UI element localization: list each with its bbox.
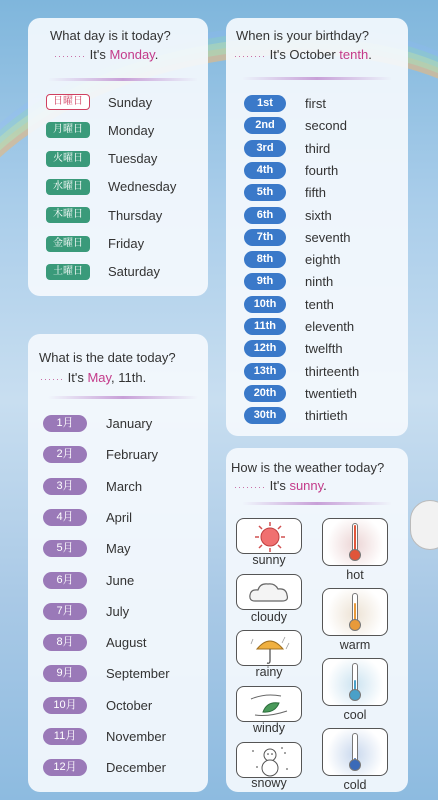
item-word: twentieth — [305, 385, 358, 401]
item-word: second — [305, 118, 347, 134]
dots-marker: ········ — [234, 51, 266, 61]
list-item — [244, 162, 338, 179]
item-word: fourth — [305, 162, 339, 178]
divider — [242, 502, 392, 505]
dots-marker: ········ — [234, 482, 266, 492]
sunny-label: sunny — [252, 553, 286, 567]
list-item — [43, 540, 131, 557]
item-word: November — [106, 729, 166, 744]
list-item — [244, 318, 354, 335]
item-tag: 5月 — [43, 540, 87, 557]
item-tag: 12th — [244, 340, 286, 357]
item-word: fifth — [305, 185, 326, 201]
list-item — [43, 603, 129, 620]
item-word: September — [106, 666, 170, 682]
item-tag: 9月 — [43, 665, 87, 682]
item-tag: 金曜日 — [46, 236, 90, 252]
thermometer-icon — [352, 593, 358, 625]
item-tag: 13th — [244, 363, 286, 380]
temperature-label: cool — [343, 708, 367, 722]
item-word: eleventh — [305, 319, 355, 334]
item-tag: 1月 — [43, 415, 87, 432]
item-word: Monday — [108, 122, 155, 138]
divider — [242, 77, 392, 80]
item-word: sixth — [305, 207, 332, 223]
windy-label: windy — [253, 721, 285, 735]
temperature-label: cold — [343, 778, 367, 792]
temperature-box — [322, 588, 388, 636]
item-tag: 11月 — [43, 728, 87, 745]
months-question: What is the date today? — [39, 350, 176, 365]
snowy-box — [236, 742, 302, 778]
item-word: tenth — [305, 296, 334, 312]
list-item — [46, 236, 144, 252]
item-word: thirtieth — [305, 408, 348, 424]
cloudy-label: cloudy — [250, 610, 288, 624]
list-item — [46, 179, 176, 195]
list-item — [244, 340, 343, 357]
rainy-box — [236, 630, 302, 666]
item-word: Wednesday — [108, 179, 177, 195]
list-item — [43, 446, 158, 463]
item-tag: 30th — [244, 407, 286, 424]
item-tag: 3rd — [244, 140, 286, 157]
item-tag: 7月 — [43, 603, 87, 620]
cloudy-box — [236, 574, 302, 610]
item-word: December — [106, 760, 166, 776]
list-item — [244, 407, 348, 424]
list-item — [43, 634, 146, 651]
item-word: ninth — [305, 274, 334, 290]
item-word: April — [106, 509, 133, 525]
item-tag: 1st — [244, 95, 286, 112]
list-item — [244, 229, 351, 246]
item-tag: 10月 — [43, 697, 87, 714]
list-item — [244, 117, 347, 134]
umbrella-icon — [237, 631, 303, 667]
cloud-icon — [237, 575, 303, 611]
thermometer-icon — [352, 663, 358, 695]
thermometer-icon — [352, 733, 358, 765]
item-tag: 12月 — [43, 759, 87, 776]
item-tag: 月曜日 — [46, 122, 90, 138]
list-item — [46, 122, 154, 138]
sun-icon — [237, 519, 303, 555]
rainy-label: rainy — [255, 665, 283, 679]
item-word: July — [106, 603, 130, 619]
item-tag: 水曜日 — [46, 179, 90, 195]
weather-question: How is the weather today? — [231, 460, 385, 475]
list-item — [43, 697, 152, 714]
windy-box — [236, 686, 302, 722]
temperature-label: hot — [346, 568, 364, 582]
item-word: Sunday — [108, 94, 153, 110]
temperature-box — [322, 658, 388, 706]
item-tag: 8th — [244, 251, 286, 268]
item-word: Tuesday — [108, 151, 158, 167]
list-item — [46, 94, 152, 110]
temperature-box — [322, 518, 388, 566]
list-item — [43, 759, 166, 776]
item-tag: 9th — [244, 273, 286, 290]
list-item — [43, 572, 134, 589]
item-tag: 木曜日 — [46, 207, 90, 223]
item-tag: 2月 — [43, 446, 87, 463]
item-word: eighth — [305, 252, 341, 268]
item-word: August — [106, 635, 147, 651]
temperature-label: warm — [339, 638, 371, 652]
item-word: February — [106, 447, 159, 463]
divider — [48, 396, 198, 399]
item-tag: 7th — [244, 229, 286, 246]
list-item — [43, 665, 170, 682]
list-item — [43, 509, 132, 526]
item-tag: 6月 — [43, 572, 87, 589]
item-tag: 11th — [244, 318, 286, 335]
item-word: Thursday — [108, 207, 163, 223]
birthday-panel — [226, 18, 408, 436]
weather-panel — [226, 448, 408, 792]
list-item — [244, 385, 357, 402]
months-answer: ······ It's May, 11th. — [40, 370, 147, 385]
days-question: What day is it today? — [50, 28, 171, 43]
birthday-question: When is your birthday? — [236, 28, 369, 43]
item-tag: 4th — [244, 162, 286, 179]
item-tag: 10th — [244, 296, 286, 313]
item-tag: 火曜日 — [46, 151, 90, 167]
item-tag: 20th — [244, 385, 286, 402]
item-tag: 8月 — [43, 634, 87, 651]
item-word: Saturday — [108, 264, 161, 280]
list-item — [244, 95, 326, 112]
months-panel — [28, 334, 208, 792]
item-word: Friday — [108, 236, 145, 251]
temperature-box — [322, 728, 388, 776]
item-word: June — [106, 572, 135, 588]
list-item — [46, 264, 160, 280]
thermometer-icon — [352, 523, 358, 555]
item-word: twelfth — [305, 341, 343, 357]
divider — [48, 78, 198, 81]
item-tag: 2nd — [244, 117, 286, 134]
list-item — [244, 363, 359, 380]
item-word: January — [106, 416, 153, 431]
item-word: third — [305, 140, 331, 156]
list-item — [43, 478, 142, 495]
list-item — [43, 415, 152, 432]
item-tag: 6th — [244, 207, 286, 224]
snowy-label: snowy — [251, 776, 287, 790]
list-item — [244, 207, 332, 224]
item-word: May — [106, 541, 131, 557]
list-item — [244, 184, 326, 201]
item-word: first — [305, 96, 326, 111]
leaf-icon — [237, 687, 303, 723]
list-item — [244, 296, 334, 313]
side-tab-decoration — [410, 500, 438, 550]
list-item — [43, 728, 166, 745]
item-tag: 日曜日 — [46, 94, 90, 110]
list-item — [244, 251, 340, 268]
list-item — [46, 151, 157, 167]
item-word: thirteenth — [305, 363, 360, 379]
sunny-box — [236, 518, 302, 554]
list-item — [244, 140, 330, 157]
item-word: March — [106, 478, 143, 494]
days-panel — [28, 18, 208, 296]
list-item — [46, 207, 162, 223]
item-tag: 5th — [244, 184, 286, 201]
weather-answer: ········ It's sunny. — [234, 478, 327, 493]
item-word: October — [106, 697, 153, 713]
dots-marker: ········ — [54, 51, 86, 61]
item-tag: 土曜日 — [46, 264, 90, 280]
dots-marker: ······ — [40, 374, 64, 384]
snowman-icon — [237, 743, 303, 779]
item-word: seventh — [305, 229, 351, 245]
birthday-answer: ········ It's October tenth. — [234, 47, 372, 62]
days-answer: ········ It's Monday. — [54, 47, 159, 62]
item-tag: 3月 — [43, 478, 87, 495]
list-item — [244, 273, 333, 290]
item-tag: 4月 — [43, 509, 87, 526]
